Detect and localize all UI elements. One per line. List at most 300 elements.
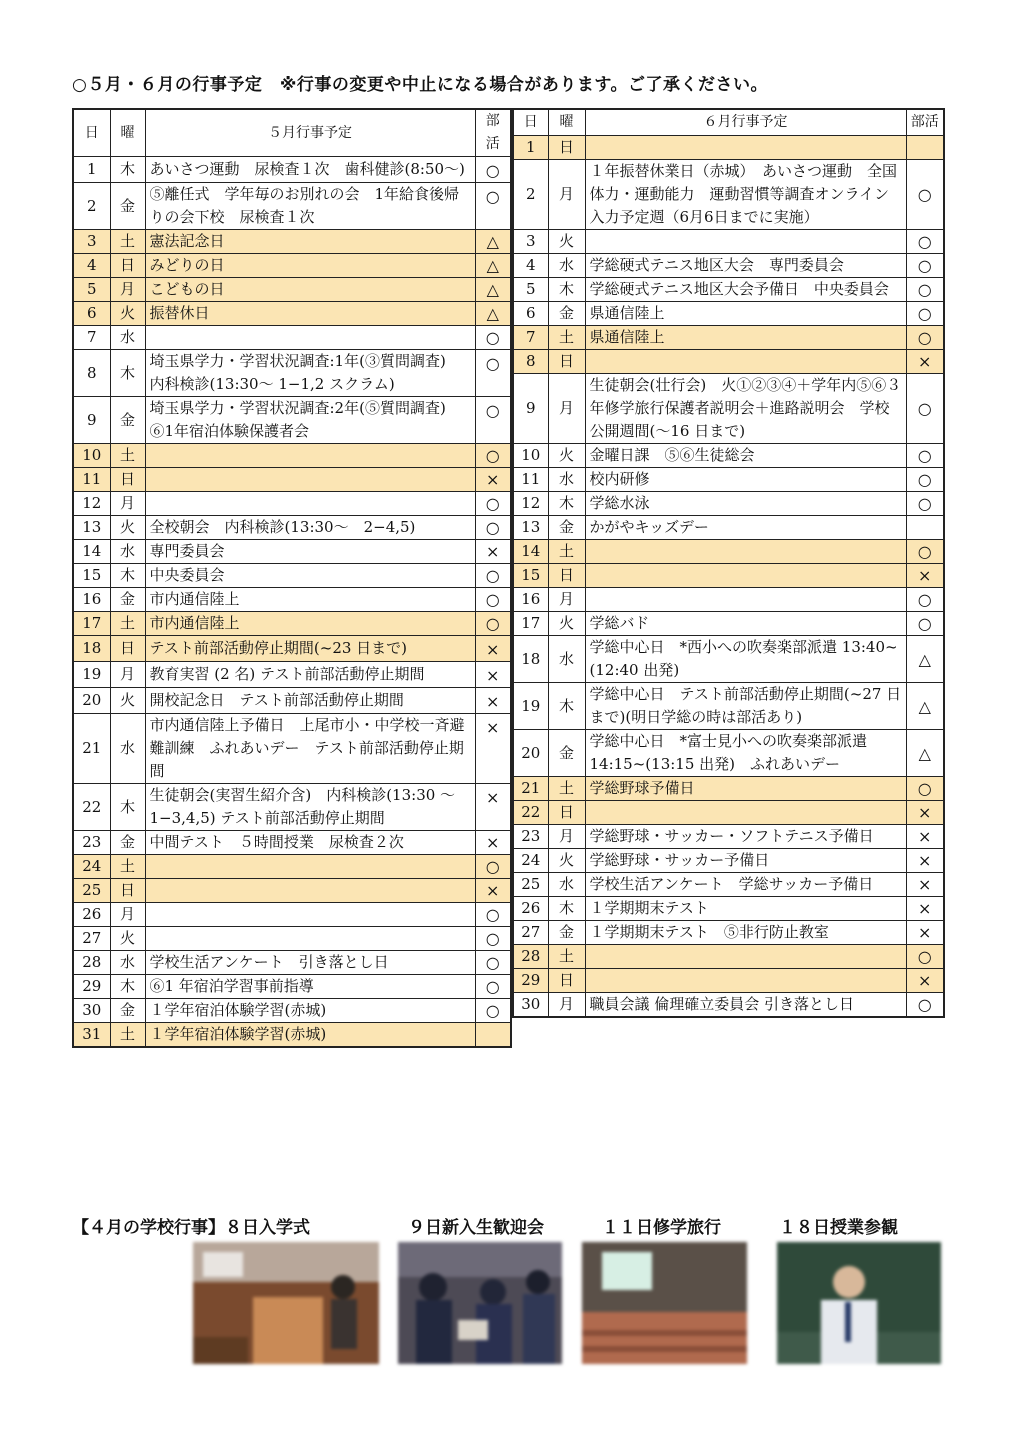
club-status-cell: ○ xyxy=(475,999,511,1023)
schedule-row xyxy=(73,230,511,254)
weekday-cell: 日 xyxy=(548,564,585,588)
schedule-row xyxy=(73,951,511,975)
school-trip-photo xyxy=(582,1242,747,1364)
weekday-cell: 水 xyxy=(110,540,145,564)
club-status-cell: × xyxy=(906,564,944,588)
day-cell: 11 xyxy=(73,468,110,492)
event-cell: 職員会議 倫理確立委員会 引き落とし日 xyxy=(585,993,906,1018)
schedule-row xyxy=(513,160,944,230)
event-cell xyxy=(145,855,475,879)
club-status-cell: ○ xyxy=(906,326,944,350)
day-cell: 27 xyxy=(513,921,548,945)
day-cell: 15 xyxy=(73,564,110,588)
event-cell xyxy=(585,136,906,160)
day-cell: 17 xyxy=(513,612,548,636)
club-status-cell: × xyxy=(475,784,511,831)
club-status-cell: × xyxy=(475,831,511,855)
schedule-row xyxy=(513,730,944,777)
day-cell: 1 xyxy=(513,136,548,160)
schedule-row xyxy=(73,397,511,444)
weekday-cell: 日 xyxy=(110,468,145,492)
event-cell: 学総硬式テニス地区大会 専門委員会 xyxy=(585,254,906,278)
club-status-cell: ○ xyxy=(475,183,511,230)
schedule-row xyxy=(73,975,511,999)
schedule-row xyxy=(513,636,944,683)
day-cell: 8 xyxy=(73,350,110,397)
schedule-row xyxy=(513,516,944,540)
day-cell: 3 xyxy=(73,230,110,254)
schedule-row xyxy=(513,897,944,921)
club-status-cell: ○ xyxy=(906,160,944,230)
event-cell: 専門委員会 xyxy=(145,540,475,564)
day-cell: 28 xyxy=(73,951,110,975)
club-status-cell xyxy=(475,1023,511,1048)
weekday-cell: 木 xyxy=(110,784,145,831)
day-cell: 18 xyxy=(73,636,110,662)
schedule-row xyxy=(73,278,511,302)
schedule-row xyxy=(73,183,511,230)
club-status-cell: × xyxy=(475,468,511,492)
weekday-cell: 火 xyxy=(548,612,585,636)
event-cell: 開校記念日 テスト前部活動停止期間 xyxy=(145,688,475,714)
day-cell: 25 xyxy=(513,873,548,897)
day-cell: 6 xyxy=(73,302,110,326)
event-cell: １学期期末テスト ⑤非行防止教室 xyxy=(585,921,906,945)
april-item: １１日修学旅行 xyxy=(602,1218,721,1238)
club-status-cell: ○ xyxy=(906,993,944,1018)
event-cell: みどりの日 xyxy=(145,254,475,278)
event-cell xyxy=(585,230,906,254)
event-cell: 市内通信陸上 xyxy=(145,612,475,636)
weekday-cell: 日 xyxy=(548,136,585,160)
day-cell: 7 xyxy=(73,326,110,350)
day-cell: 28 xyxy=(513,945,548,969)
club-status-cell: ○ xyxy=(906,588,944,612)
club-status-cell: × xyxy=(906,801,944,825)
day-cell: 29 xyxy=(73,975,110,999)
club-status-cell: × xyxy=(906,873,944,897)
event-cell xyxy=(585,564,906,588)
event-cell: 全校朝会 内科検診(13:30～ 2−4,5) xyxy=(145,516,475,540)
club-status-cell: △ xyxy=(475,302,511,326)
club-status-cell: ○ xyxy=(475,927,511,951)
day-cell: 30 xyxy=(513,993,548,1018)
club-status-cell: ○ xyxy=(475,157,511,183)
day-cell: 24 xyxy=(513,849,548,873)
schedule-row xyxy=(513,444,944,468)
weekday-cell: 金 xyxy=(548,516,585,540)
day-cell: 22 xyxy=(513,801,548,825)
event-cell: 学総水泳 xyxy=(585,492,906,516)
weekday-cell: 日 xyxy=(110,879,145,903)
day-cell: 2 xyxy=(513,160,548,230)
event-cell: 学校生活アンケート 学総サッカー予備日 xyxy=(585,873,906,897)
schedule-row xyxy=(513,588,944,612)
event-cell: 学総硬式テニス地区大会予備日 中央委員会 xyxy=(585,278,906,302)
club-status-cell xyxy=(906,516,944,540)
schedule-row xyxy=(73,903,511,927)
weekday-cell: 水 xyxy=(110,714,145,784)
club-status-cell: △ xyxy=(475,230,511,254)
day-cell: 5 xyxy=(513,278,548,302)
weekday-cell: 金 xyxy=(548,730,585,777)
weekday-cell: 木 xyxy=(548,897,585,921)
event-cell: 学総野球・サッカー・ソフトテニス予備日 xyxy=(585,825,906,849)
schedule-row xyxy=(73,326,511,350)
event-cell: 学総野球・サッカー予備日 xyxy=(585,849,906,873)
club-status-cell: × xyxy=(475,636,511,662)
day-cell: 16 xyxy=(513,588,548,612)
weekday-cell: 水 xyxy=(548,468,585,492)
weekday-cell: 木 xyxy=(548,492,585,516)
event-cell: 学総中心日 *富士見小への吹奏楽部派遣 14:15~(13:15 出発) ふれあいデー xyxy=(585,730,906,777)
club-status-cell: △ xyxy=(475,278,511,302)
weekday-cell: 日 xyxy=(110,636,145,662)
schedule-row xyxy=(513,612,944,636)
weekday-cell: 月 xyxy=(548,993,585,1018)
club-status-cell: ○ xyxy=(475,492,511,516)
event-cell: １学年宿泊体験学習(赤城) xyxy=(145,1023,475,1048)
day-cell: 20 xyxy=(513,730,548,777)
schedule-row xyxy=(73,927,511,951)
weekday-cell: 土 xyxy=(548,326,585,350)
schedule-row xyxy=(513,945,944,969)
schedule-row xyxy=(513,825,944,849)
day-cell: 17 xyxy=(73,612,110,636)
day-cell: 14 xyxy=(513,540,548,564)
schedule-row xyxy=(73,714,511,784)
day-cell: 23 xyxy=(73,831,110,855)
weekday-cell: 水 xyxy=(110,951,145,975)
weekday-cell: 金 xyxy=(110,831,145,855)
club-status-cell: ○ xyxy=(906,492,944,516)
schedule-row xyxy=(513,873,944,897)
event-cell xyxy=(585,350,906,374)
event-cell: 学総中心日 *西小への吹奏楽部派遣 13:40~(12:40 出発) xyxy=(585,636,906,683)
day-cell: 1 xyxy=(73,157,110,183)
day-cell: 11 xyxy=(513,468,548,492)
event-cell xyxy=(585,588,906,612)
event-cell: こどもの日 xyxy=(145,278,475,302)
day-cell: 19 xyxy=(73,662,110,688)
event-cell: ⑥1 年宿泊学習事前指導 xyxy=(145,975,475,999)
day-cell: 24 xyxy=(73,855,110,879)
event-cell xyxy=(145,903,475,927)
schedule-row xyxy=(513,230,944,254)
weekday-cell: 月 xyxy=(110,662,145,688)
day-cell: 21 xyxy=(73,714,110,784)
club-status-cell: △ xyxy=(475,254,511,278)
schedule-row xyxy=(73,662,511,688)
day-cell: 25 xyxy=(73,879,110,903)
day-cell: 8 xyxy=(513,350,548,374)
weekday-cell: 日 xyxy=(548,350,585,374)
weekday-cell: 月 xyxy=(110,278,145,302)
event-cell xyxy=(585,801,906,825)
class-observation-photo xyxy=(777,1242,941,1364)
schedule-row xyxy=(73,612,511,636)
header-events: ５月行事予定 xyxy=(145,109,475,157)
event-cell xyxy=(585,969,906,993)
club-status-cell: × xyxy=(906,969,944,993)
april-item: １８日授業参観 xyxy=(779,1218,898,1238)
schedule-row xyxy=(73,831,511,855)
day-cell: 9 xyxy=(73,397,110,444)
club-status-cell: △ xyxy=(906,636,944,683)
schedule-row xyxy=(73,254,511,278)
event-cell: 憲法記念日 xyxy=(145,230,475,254)
header-weekday: 曜 xyxy=(110,109,145,157)
event-cell xyxy=(145,879,475,903)
weekday-cell: 金 xyxy=(548,921,585,945)
schedule-row xyxy=(73,588,511,612)
day-cell: 2 xyxy=(73,183,110,230)
club-status-cell: × xyxy=(475,879,511,903)
schedule-row xyxy=(513,302,944,326)
event-cell xyxy=(145,492,475,516)
weekday-cell: 月 xyxy=(548,374,585,444)
club-status-cell: × xyxy=(475,714,511,784)
weekday-cell: 水 xyxy=(548,873,585,897)
weekday-cell: 火 xyxy=(548,230,585,254)
entrance-ceremony-photo xyxy=(193,1242,379,1364)
schedule-row xyxy=(513,993,944,1018)
club-status-cell: ○ xyxy=(906,278,944,302)
event-cell: 金曜日課 ⑤⑥生徒総会 xyxy=(585,444,906,468)
club-status-cell xyxy=(906,136,944,160)
event-cell: １学年宿泊体験学習(赤城) xyxy=(145,999,475,1023)
club-status-cell: × xyxy=(906,897,944,921)
club-status-cell: ○ xyxy=(475,975,511,999)
day-cell: 27 xyxy=(73,927,110,951)
weekday-cell: 水 xyxy=(110,326,145,350)
day-cell: 21 xyxy=(513,777,548,801)
event-cell: 中間テスト ５時間授業 尿検査２次 xyxy=(145,831,475,855)
weekday-cell: 金 xyxy=(110,588,145,612)
day-cell: 29 xyxy=(513,969,548,993)
schedule-row xyxy=(513,540,944,564)
day-cell: 30 xyxy=(73,999,110,1023)
day-cell: 4 xyxy=(513,254,548,278)
schedule-row xyxy=(73,302,511,326)
weekday-cell: 水 xyxy=(548,636,585,683)
weekday-cell: 土 xyxy=(110,1023,145,1048)
event-cell: 市内通信陸上予備日 上尾市小・中学校一斉避難訓練 ふれあいデー テスト前部活動停止期間 xyxy=(145,714,475,784)
club-status-cell: ○ xyxy=(906,302,944,326)
day-cell: 12 xyxy=(513,492,548,516)
event-cell: テスト前部活動停止期間(~23 日まで) xyxy=(145,636,475,662)
schedule-row xyxy=(513,136,944,160)
club-status-cell: ○ xyxy=(906,540,944,564)
weekday-cell: 木 xyxy=(548,683,585,730)
event-cell: あいさつ運動 尿検査１次 歯科健診(8:50～) xyxy=(145,157,475,183)
weekday-cell: 木 xyxy=(110,564,145,588)
schedule-row xyxy=(513,777,944,801)
weekday-cell: 金 xyxy=(110,183,145,230)
event-cell: 教育実習 (2 名) テスト前部活動停止期間 xyxy=(145,662,475,688)
event-cell: 市内通信陸上 xyxy=(145,588,475,612)
event-cell: 学総バド xyxy=(585,612,906,636)
schedule-row xyxy=(513,801,944,825)
event-cell xyxy=(145,326,475,350)
weekday-cell: 月 xyxy=(110,903,145,927)
club-status-cell: ○ xyxy=(906,777,944,801)
weekday-cell: 土 xyxy=(110,855,145,879)
schedule-row xyxy=(73,1023,511,1048)
event-cell: 学総中心日 テスト前部活動停止期間(~27 日まで)(明日学総の時は部活あり) xyxy=(585,683,906,730)
schedule-row xyxy=(513,374,944,444)
event-cell: 振替休日 xyxy=(145,302,475,326)
club-status-cell: ○ xyxy=(475,588,511,612)
event-cell xyxy=(585,540,906,564)
day-cell: 5 xyxy=(73,278,110,302)
club-status-cell: ○ xyxy=(906,444,944,468)
schedule-row xyxy=(73,564,511,588)
schedule-row xyxy=(513,564,944,588)
club-status-cell: △ xyxy=(906,683,944,730)
club-status-cell: ○ xyxy=(906,230,944,254)
club-status-cell: ○ xyxy=(475,516,511,540)
event-cell: 埼玉県学力・学習状況調査:2年(⑤質問調査) ⑥1年宿泊体験保護者会 xyxy=(145,397,475,444)
club-status-cell: ○ xyxy=(475,444,511,468)
day-cell: 20 xyxy=(73,688,110,714)
schedule-row xyxy=(73,468,511,492)
event-cell: ⑤離任式 学年毎のお別れの会 1年給食後帰りの会下校 尿検査１次 xyxy=(145,183,475,230)
club-status-cell: △ xyxy=(906,730,944,777)
day-cell: 14 xyxy=(73,540,110,564)
day-cell: 4 xyxy=(73,254,110,278)
schedule-row xyxy=(73,784,511,831)
day-cell: 18 xyxy=(513,636,548,683)
weekday-cell: 土 xyxy=(110,612,145,636)
weekday-cell: 金 xyxy=(548,302,585,326)
club-status-cell: × xyxy=(906,849,944,873)
club-status-cell: × xyxy=(906,921,944,945)
header-club: 部活 xyxy=(475,109,511,157)
schedule-row xyxy=(513,278,944,302)
weekday-cell: 木 xyxy=(548,278,585,302)
header-events: ６月行事予定 xyxy=(585,109,906,136)
schedule-row xyxy=(73,492,511,516)
weekday-cell: 木 xyxy=(110,350,145,397)
day-cell: 10 xyxy=(513,444,548,468)
schedule-row xyxy=(513,468,944,492)
day-cell: 3 xyxy=(513,230,548,254)
schedule-row xyxy=(73,879,511,903)
event-cell: 中央委員会 xyxy=(145,564,475,588)
weekday-cell: 金 xyxy=(110,397,145,444)
event-cell: 県通信陸上 xyxy=(585,302,906,326)
day-cell: 31 xyxy=(73,1023,110,1048)
club-status-cell: × xyxy=(906,350,944,374)
club-status-cell: ○ xyxy=(475,855,511,879)
event-cell: 学総野球予備日 xyxy=(585,777,906,801)
schedule-row xyxy=(513,849,944,873)
weekday-cell: 水 xyxy=(548,254,585,278)
club-status-cell: ○ xyxy=(906,254,944,278)
day-cell: 7 xyxy=(513,326,548,350)
may-schedule-table xyxy=(72,108,512,1048)
april-label: 【４月の学校行事】８日入学式 xyxy=(72,1218,310,1238)
schedule-row xyxy=(73,157,511,183)
schedule-row xyxy=(73,688,511,714)
event-cell: 学校生活アンケート 引き落とし日 xyxy=(145,951,475,975)
schedule-row xyxy=(513,254,944,278)
header-day: 日 xyxy=(513,109,548,136)
day-cell: 26 xyxy=(513,897,548,921)
day-cell: 16 xyxy=(73,588,110,612)
schedule-row xyxy=(513,492,944,516)
club-status-cell: ○ xyxy=(906,945,944,969)
event-cell: 埼玉県学力・学習状況調査:1年(③質問調査) 内科検診(13:30～ 1−1,2 スクラム) xyxy=(145,350,475,397)
schedule-row xyxy=(73,350,511,397)
weekday-cell: 火 xyxy=(110,516,145,540)
header-club: 部活 xyxy=(906,109,944,136)
day-cell: 19 xyxy=(513,683,548,730)
weekday-cell: 月 xyxy=(110,492,145,516)
day-cell: 22 xyxy=(73,784,110,831)
weekday-cell: 日 xyxy=(110,254,145,278)
schedule-row xyxy=(513,969,944,993)
schedule-row xyxy=(73,540,511,564)
club-status-cell: ○ xyxy=(475,612,511,636)
event-cell: かがやキッズデー xyxy=(585,516,906,540)
schedule-row xyxy=(73,999,511,1023)
event-cell xyxy=(145,444,475,468)
welcome-party-photo xyxy=(398,1242,562,1364)
club-status-cell: ○ xyxy=(475,350,511,397)
weekday-cell: 月 xyxy=(548,825,585,849)
weekday-cell: 土 xyxy=(110,230,145,254)
club-status-cell: ○ xyxy=(475,326,511,350)
event-cell: 校内研修 xyxy=(585,468,906,492)
schedule-row xyxy=(73,855,511,879)
weekday-cell: 火 xyxy=(110,927,145,951)
club-status-cell: ○ xyxy=(475,397,511,444)
weekday-cell: 火 xyxy=(548,849,585,873)
header-day: 日 xyxy=(73,109,110,157)
event-cell: １年振替休業日（赤城） あいさつ運動 全国体力・運動能力 運動習慣等調査オンライン入力予定週（6月6日までに実施） xyxy=(585,160,906,230)
schedule-row xyxy=(513,683,944,730)
day-cell: 9 xyxy=(513,374,548,444)
weekday-cell: 木 xyxy=(110,975,145,999)
schedule-row xyxy=(513,350,944,374)
weekday-cell: 火 xyxy=(548,444,585,468)
header-weekday: 曜 xyxy=(548,109,585,136)
schedule-row xyxy=(73,516,511,540)
schedule-row xyxy=(73,636,511,662)
club-status-cell: × xyxy=(906,825,944,849)
club-status-cell: ○ xyxy=(906,612,944,636)
schedule-row xyxy=(73,444,511,468)
day-cell: 26 xyxy=(73,903,110,927)
page-title: ○５月・６月の行事予定 ※行事の変更や中止になる場合があります。ご了承ください。 xyxy=(72,75,768,95)
weekday-cell: 日 xyxy=(548,801,585,825)
event-cell xyxy=(585,945,906,969)
day-cell: 13 xyxy=(513,516,548,540)
june-schedule-table xyxy=(512,108,945,1018)
schedule-row xyxy=(513,921,944,945)
event-cell: 県通信陸上 xyxy=(585,326,906,350)
event-cell xyxy=(145,927,475,951)
weekday-cell: 土 xyxy=(110,444,145,468)
club-status-cell: ○ xyxy=(475,564,511,588)
day-cell: 13 xyxy=(73,516,110,540)
event-cell: 生徒朝会(壮行会) 火①②③④＋学年内⑤⑥３年修学旅行保護者説明会＋進路説明会 学校公開週間(～16 日まで) xyxy=(585,374,906,444)
club-status-cell: ○ xyxy=(475,951,511,975)
day-cell: 12 xyxy=(73,492,110,516)
day-cell: 15 xyxy=(513,564,548,588)
